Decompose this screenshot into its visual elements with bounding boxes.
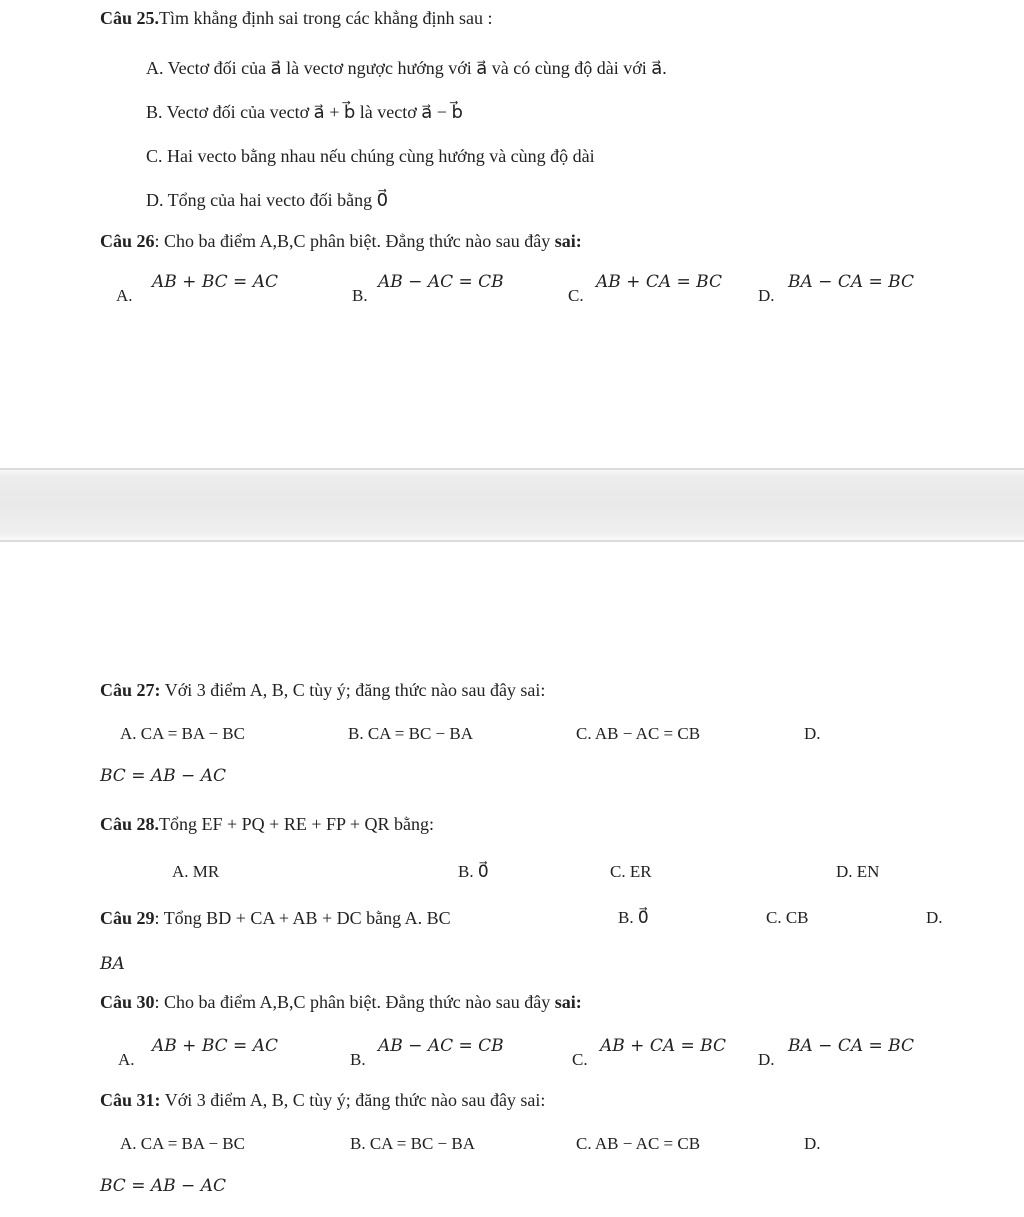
q26-b-expr: AB − AC = CB	[378, 272, 504, 292]
q25-number: Câu 25.	[100, 8, 160, 28]
q28-option-a: A. MR	[172, 862, 220, 881]
q31-option-b: B. CA = BC − BA	[350, 1134, 475, 1153]
q27-option-d: D.	[804, 724, 821, 743]
q30-text: : Cho ba điểm A,B,C phân biệt. Đẳng thức nào sau đây	[154, 992, 555, 1012]
q31-text: Với 3 điểm A, B, C tùy ý; đăng thức nào sau đây sai:	[160, 1090, 546, 1110]
q26-b-label: B.	[352, 286, 368, 305]
q27-title	[100, 678, 545, 702]
q30-c-expr: AB + CA = BC	[600, 1036, 726, 1056]
q26-c-expr: AB + CA = BC	[596, 272, 722, 292]
q30-a-label: A.	[118, 1050, 135, 1069]
q29-text: : Tổng BD + CA + AB + DC bằng A. BC	[154, 908, 451, 928]
q28-title	[100, 812, 434, 836]
q26-a-label: A.	[116, 286, 133, 305]
q30-d-label: D.	[758, 1050, 775, 1069]
q28-text: Tổng EF + PQ + RE + FP + QR bằng:	[159, 814, 434, 834]
q31-option-a: A. CA = BA − BC	[120, 1134, 245, 1153]
q31-option-c: C. AB − AC = CB	[576, 1134, 701, 1153]
q30-c-label: C.	[572, 1050, 588, 1069]
q27-option-d-expr: BC = AB − AC	[100, 766, 226, 786]
q28-number: Câu 28.	[100, 814, 160, 834]
q30-title	[100, 990, 582, 1014]
q26-d-label: D.	[758, 286, 775, 305]
q28-option-b: B. 0⃗	[458, 862, 489, 881]
q30-a-expr: AB + BC = AC	[152, 1036, 278, 1056]
q27-option-b: B. CA = BC − BA	[348, 724, 473, 743]
q29-option-d-expr: BA	[100, 954, 125, 974]
q25-option-a: A. Vectơ đối của a⃗ là vectơ ngược hướng với a⃗ và có cùng độ dài với a⃗.	[146, 58, 667, 78]
q30-b-label: B.	[350, 1050, 366, 1069]
q29-option-c: C. CB	[766, 908, 809, 927]
q27-option-a: A. CA = BA − BC	[120, 724, 245, 743]
q27-number: Câu 27:	[100, 680, 161, 700]
q29-option-d: D.	[926, 908, 943, 927]
q26-c-label: C.	[568, 286, 584, 305]
q25-option-d: D. Tổng của hai vecto đối bằng 0⃗	[146, 190, 389, 210]
q25-option-b: B. Vectơ đối của vectơ a⃗ + b⃗ là vectơ a⃗ − b⃗	[146, 102, 463, 122]
q29-number: Câu 29	[100, 908, 155, 928]
q26-d-expr: BA − CA = BC	[788, 272, 914, 292]
q26-sai: sai:	[554, 231, 582, 251]
q30-sai: sai:	[554, 992, 582, 1012]
q26-title	[100, 229, 582, 253]
q31-option-d: D.	[804, 1134, 821, 1153]
q30-number: Câu 30	[100, 992, 155, 1012]
q30-d-expr: BA − CA = BC	[788, 1036, 914, 1056]
q27-option-c: C. AB − AC = CB	[576, 724, 701, 743]
q28-option-c: C. ER	[610, 862, 652, 881]
page-break-divider	[0, 468, 1024, 542]
q28-option-d: D. EN	[836, 862, 880, 881]
q25-text: Tìm khẳng định sai trong các khẳng định sau :	[159, 8, 493, 28]
q27-text: Với 3 điểm A, B, C tùy ý; đăng thức nào sau đây sai:	[160, 680, 546, 700]
q26-a-expr: AB + BC = AC	[152, 272, 278, 292]
q31-title	[100, 1088, 545, 1112]
q29-title	[100, 906, 451, 930]
q31-number: Câu 31:	[100, 1090, 161, 1110]
q26-number: Câu 26	[100, 231, 155, 251]
q30-b-expr: AB − AC = CB	[378, 1036, 504, 1056]
q25-title	[100, 6, 492, 30]
q29-option-b: B. 0⃗	[618, 908, 649, 927]
q25-option-c: C. Hai vecto bằng nhau nếu chúng cùng hướng và cùng độ dài	[146, 146, 595, 166]
q31-option-d-expr: BC = AB − AC	[100, 1176, 226, 1196]
q26-text: : Cho ba điểm A,B,C phân biệt. Đẳng thức nào sau đây	[154, 231, 555, 251]
